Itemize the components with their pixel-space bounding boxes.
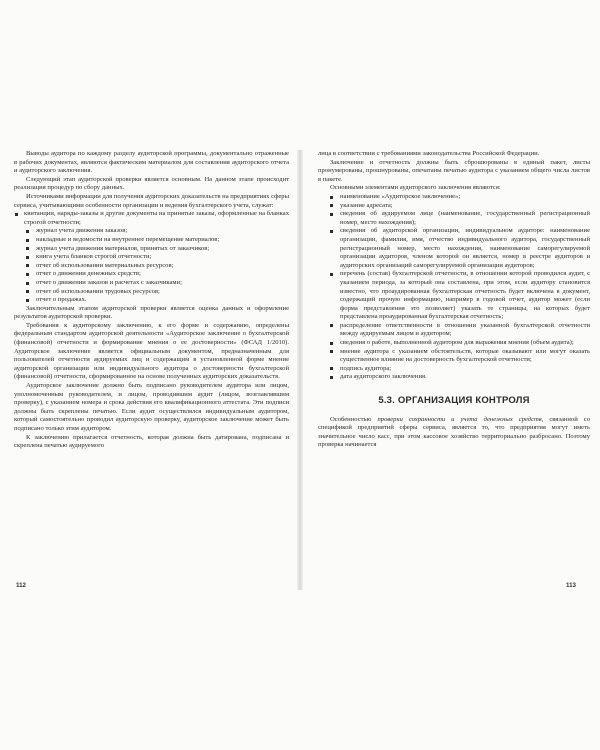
paragraph-lead: Особенностью [330, 415, 378, 423]
list-item: дата аудиторского заключения. [318, 373, 590, 382]
list-item: подпись аудитора; [318, 365, 590, 374]
list-item: журнал учета движения материалов, принятых от заказчиков; [14, 245, 289, 254]
list-item: перечень (состав) бухгалтерской отчетности, в отношении которой проводился аудит, с указанием периода, за который она составлена, при этом, если аудитору становится известно, что проаудированная бухгалтерская отчетность будет включена в документ, содержащий прочую информацию, например в годовой отчет, аудитор может (если форма представления это позволяет) указать те страницы, на которых будет представлена проаудированная бухгалтерская отчетность; [318, 270, 590, 322]
left-page [14, 150, 289, 451]
list-item: отчет об использовании трудовых ресурсов; [14, 288, 289, 297]
list-item: отчет о движении заказов и расчетах с заказчиками; [14, 279, 289, 288]
list-item: сведения об аудируемом лице (наименование, государственный регистрационный номер, место нахождения); [318, 210, 590, 227]
right-page [318, 150, 590, 450]
list-item: сведения о работе, выполненной аудитором для выражения мнения (объем аудита); [318, 339, 590, 348]
section-heading: 5.3. ОРГАНИЗАЦИЯ КОНТРОЛЯ [378, 395, 530, 407]
list-item: накладные и ведомости на внутреннее перемещение материалов; [14, 236, 289, 245]
bullet-list [14, 210, 289, 305]
list-item: отчет о движении денежных средств; [14, 270, 289, 279]
list-item: книга учета бланков строгой отчетности; [14, 253, 289, 262]
paragraph [318, 416, 590, 450]
list-item: журнал учета движения заказов; [14, 227, 289, 236]
paragraph: Заключение и отчетность должны быть сброшюрованы в единый пакет, листы пронумерованы, прошнурованы, опечатаны печатью аудитора с указанием общего числа листов в пакете. [318, 158, 590, 183]
list-item: распределение ответственности в отношении указанной бухгалтерской отчетности между аудируемым лицом и аудитором; [318, 322, 590, 339]
emphasis-text: проверки сохранности и учета денежных средств [377, 415, 542, 423]
paragraph: Следующий этап аудиторской проверки является основным. На данном этапе происходит реализация процедур по сбору данных. [14, 175, 289, 192]
paragraph: Основными элементами аудиторского заключения являются: [330, 184, 501, 192]
list-item: квитанции, наряды-заказы и другие документы на принятые заказы, оформленные на бланках строгой отчетности; [14, 210, 289, 227]
paragraph: Аудиторское заключение должно быть подписано руководителем аудитора или лицом, уполномоченным руководителем, и лицом, проводившим аудит (лицом, возглавлявшим проверку), с указанием номера и срока действия его квалификационного аттестата. Эти подписи должны быть скреплены печатью. Если аудит осуществлялся индивидуальным аудитором, который самостоятельно проводил аудиторскую проверку, аудиторское заключение может быть подписано только этим аудитором. [14, 382, 289, 432]
paragraph: Выводы аудитора по каждому разделу аудиторской программы, документально отраженные в рабочих документах, являются фактическим материалом для составления аудиторского отчета и аудиторского заключения. [14, 150, 289, 175]
paragraph: К заключению прилагается отчетность, которая должна быть датирована, подписана и скреплена печатью аудируемого [14, 433, 289, 450]
list-item: мнение аудитора с указанием обстоятельств, которые оказывают или могут оказать существенное влияние на достоверность бухгалтерской отчетности; [318, 348, 590, 365]
bullet-list [318, 193, 590, 382]
page-number-left: 112 [16, 582, 26, 589]
paragraph: Заключительным этапом аудиторской проверки является оценка данных и оформление результатов аудиторской проверки. [14, 304, 289, 321]
list-item: наименование «Аудиторское заключение»; [318, 193, 590, 202]
page-number-right: 113 [566, 582, 576, 589]
paragraph-rest: , связанной со спецификой предприятий сферы сервиса, является то, что предприятия могут иметь значительное число касс, при этом кассовое хозяйство территориально разбросано. Поэтому проверка начинается [318, 415, 591, 449]
list-item: сведения об аудиторской организации, индивидуальном аудиторе: наименование организации, фамилия, имя, отчество индивидуального аудитора, государственный регистрационный номер, место нахождения, наименование саморегулируемой организации аудиторов, членом которой он является, номер в реестре аудиторов и аудиторских организаций саморегулируемой организации аудиторов; [318, 227, 590, 270]
list-item: отчет о продажах. [14, 296, 289, 305]
paragraph: Требования к аудиторскому заключению, к его форме и содержанию, определены федеральным стандартом аудиторской деятельности «Аудиторское заключение о бухгалтерской (финансовой) отчетности и формирование мнения о ее достоверности» (ФСАД 1/2010). Аудиторское заключение является официальным документом, предназначенным для пользователей отчетности аудируемых лиц и содержащим в установленной форме мнение аудиторской организации или индивидуального аудитора о достоверности бухгалтерской (финансовой) отчетности, сформированное на основе полученных аудиторских доказательств. [14, 321, 289, 381]
list-item: отчет об использовании материальных ресурсов; [14, 262, 289, 271]
paragraph: лица в соответствии с требованиями законодательства Российской Федерации. [318, 150, 540, 157]
paragraph: Источниками информации для получения аудиторских доказательств на предприятиях сферы сервиса, учитывающими особенности организации и ведения бухгалтерского учета, служат: [14, 192, 290, 209]
list-item: указание адресата; [318, 202, 590, 211]
book-gutter [297, 150, 303, 590]
